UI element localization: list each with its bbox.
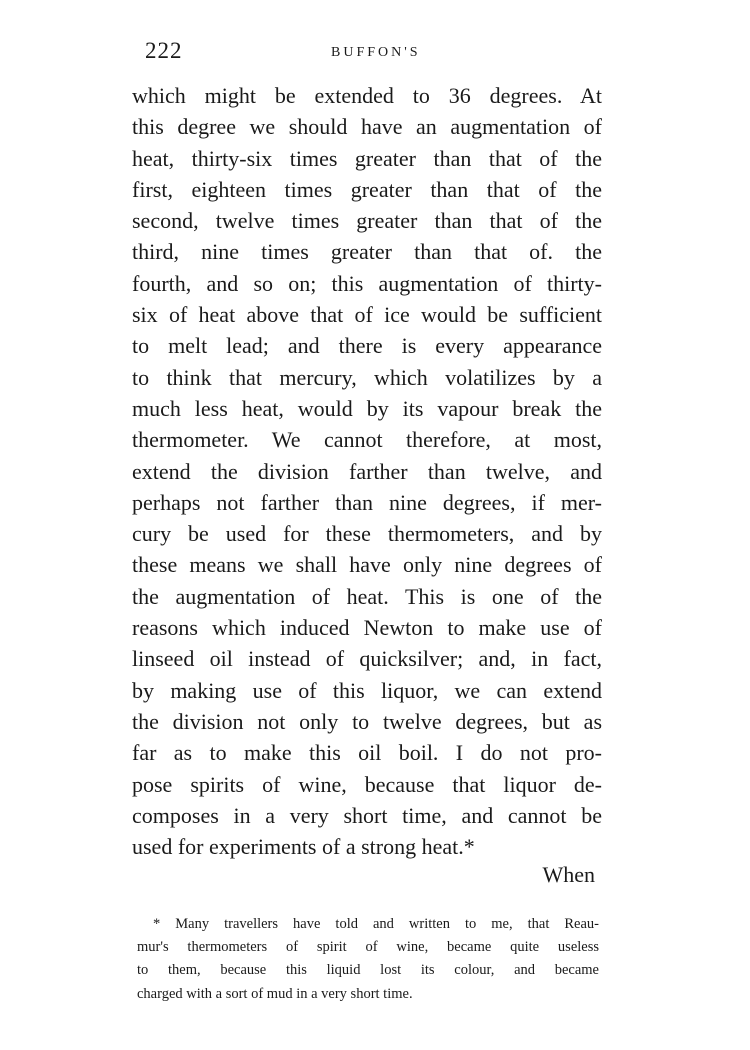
text-line: to think that mercury, which volatilizes by a — [132, 364, 602, 390]
footnote-line: charged with a sort of mud in a very short time. — [137, 985, 413, 1002]
text-line: second, twelve times greater than that of the — [132, 208, 602, 234]
text-line: far as to make this oil boil. I do not pro- — [132, 740, 602, 766]
text-line: thermometer. We cannot therefore, at most, — [132, 427, 602, 453]
text-line: extend the division farther than twelve, and — [132, 458, 602, 484]
text-line: linseed oil instead of quicksilver; and, in fact, — [132, 646, 602, 672]
running-head: BUFFON'S — [331, 45, 421, 60]
text-line: first, eighteen times greater than that of the — [132, 176, 602, 202]
page-header — [145, 38, 605, 68]
footnote — [137, 913, 599, 1006]
text-line: six of heat above that of ice would be sufficient — [132, 302, 602, 328]
text-line: fourth, and so on; this augmentation of thirty- — [132, 270, 602, 296]
text-line: which might be extended to 36 degrees. At — [132, 83, 602, 108]
footnote-line: * Many travellers have told and written to me, that Reau- — [153, 916, 599, 932]
page-number: 222 — [145, 38, 183, 63]
text-line: this degree we should have an augmentation of — [132, 114, 602, 140]
footnote-line: to them, because this liquid lost its colour, and became — [137, 962, 599, 979]
text-line: cury be used for these thermometers, and by — [132, 521, 602, 547]
text-line: to melt lead; and there is every appearance — [132, 333, 602, 359]
text-line: by making use of this liquor, we can extend — [132, 677, 602, 703]
text-line: heat, thirty-six times greater than that of the — [132, 145, 602, 171]
text-line: perhaps not farther than nine degrees, if mer- — [132, 489, 602, 515]
text-line: the augmentation of heat. This is one of the — [132, 583, 602, 609]
body-paragraph — [132, 80, 602, 862]
text-line: composes in a very short time, and cannot be — [132, 802, 602, 828]
catchword: When — [542, 862, 595, 887]
text-line: used for experiments of a strong heat.* — [132, 834, 475, 860]
text-line: third, nine times greater than that of. the — [132, 239, 602, 265]
text-line: much less heat, would by its vapour break the — [132, 395, 602, 421]
text-line: the division not only to twelve degrees, but as — [132, 708, 602, 734]
text-line: reasons which induced Newton to make use of — [132, 615, 602, 641]
text-line: pose spirits of wine, because that liquor de- — [132, 771, 602, 797]
footnote-line: mur's thermometers of spirit of wine, became quite useless — [137, 939, 599, 956]
text-line: these means we shall have only nine degrees of — [132, 552, 602, 578]
